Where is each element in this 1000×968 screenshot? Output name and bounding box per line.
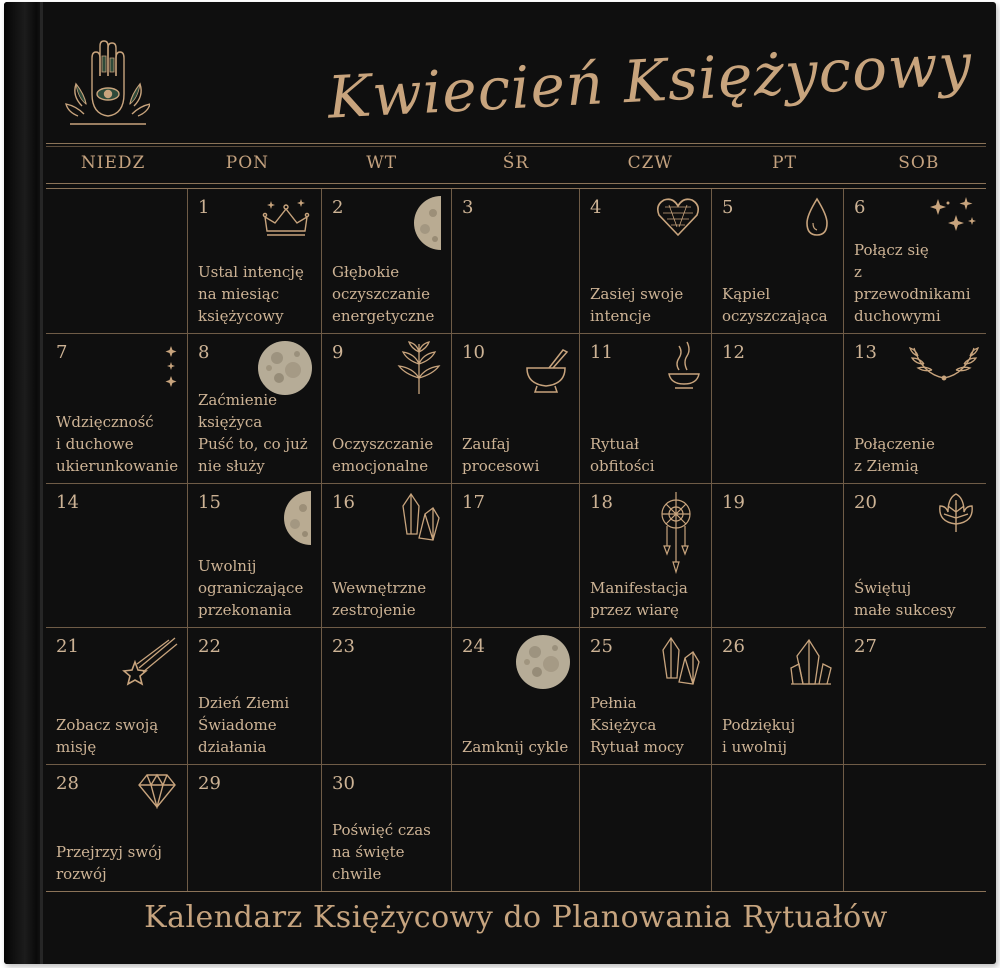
day-cell-10 (452, 334, 580, 484)
crystals-icon (399, 490, 441, 542)
day-ritual-text: Zasiej swoje intencje (590, 285, 684, 325)
half-moon-icon (281, 490, 311, 546)
day-ritual-text: Zamknij cykle (462, 738, 569, 756)
empty-day-cell (580, 765, 712, 891)
day-number: 2 (332, 197, 344, 218)
sparkles-icon (928, 195, 978, 235)
incense-bowl-icon (667, 340, 701, 390)
shooting-star-icon (119, 634, 179, 688)
day-cell-11 (580, 334, 712, 484)
day-ritual-text: Kąpiel oczyszczająca (722, 285, 828, 325)
day-number: 20 (854, 492, 877, 513)
empty-day-cell (46, 189, 188, 334)
day-cell-2 (322, 189, 452, 334)
day-cell-21 (46, 628, 188, 765)
header-top-rule-inner (46, 146, 986, 147)
calendar-grid (46, 188, 986, 892)
day-number: 16 (332, 492, 355, 513)
day-cell-22 (188, 628, 322, 765)
day-number: 26 (722, 636, 745, 657)
day-number: 17 (462, 492, 485, 513)
day-cell-12 (712, 334, 844, 484)
day-number: 11 (590, 342, 613, 363)
weekday-sun: NIEDZ (80, 153, 146, 173)
day-cell-7 (46, 334, 188, 484)
day-ritual-text: Świętuj małe sukcesy (854, 579, 956, 619)
day-number: 1 (198, 197, 210, 218)
weekday-header (46, 148, 986, 182)
day-ritual-text: Zaufaj procesowi (462, 435, 540, 475)
leaf-icon (936, 492, 976, 534)
day-ritual-text: Pełnia Księżyca Rytuał mocy (590, 694, 684, 756)
day-number: 29 (198, 773, 221, 794)
herb-branch-icon (397, 340, 441, 396)
day-ritual-text: Dzień Ziemi Świadome działania (198, 694, 290, 756)
day-number: 30 (332, 773, 355, 794)
diamond-icon (137, 773, 177, 809)
day-ritual-text: Rytuał obfitości (590, 435, 655, 475)
weekday-fri: PT (772, 153, 797, 173)
day-ritual-text: Oczyszczanie emocjonalne (332, 435, 434, 475)
day-number: 9 (332, 342, 344, 363)
day-cell-5 (712, 189, 844, 334)
day-cell-14 (46, 484, 188, 628)
day-cell-9 (322, 334, 452, 484)
calendar-title: Kwiecień Księżycowy (325, 30, 974, 132)
day-cell-25 (580, 628, 712, 765)
day-number: 19 (722, 492, 745, 513)
day-ritual-text: Przejrzyj swój rozwój (56, 843, 162, 883)
weekday-mon: PON (225, 153, 270, 173)
day-ritual-text: Podziękuj i uwolnij (722, 716, 796, 756)
day-ritual-text: Połącz się z przewodnikami duchowymi (854, 241, 971, 325)
footer-subtitle: Kalendarz Księżycowy do Planowania Rytuałów (144, 900, 888, 935)
day-cell-4 (580, 189, 712, 334)
day-number: 4 (590, 197, 602, 218)
header-top-rule (46, 143, 986, 144)
day-number: 10 (462, 342, 485, 363)
day-number: 28 (56, 773, 79, 794)
dreamcatcher-icon (659, 490, 693, 574)
mortar-pestle-icon (523, 348, 569, 394)
day-cell-20 (844, 484, 986, 628)
day-ritual-text: Zobacz swoją misję (56, 716, 159, 756)
day-ritual-text: Uwolnij ograniczające przekonania (198, 557, 304, 619)
day-number: 8 (198, 342, 210, 363)
day-cell-28 (46, 765, 188, 891)
day-cell-19 (712, 484, 844, 628)
day-number: 27 (854, 636, 877, 657)
day-cell-27 (844, 628, 986, 765)
day-number: 13 (854, 342, 877, 363)
crown-icon (261, 197, 311, 237)
weekday-wed: ŚR (502, 153, 530, 173)
day-number: 6 (854, 197, 866, 218)
day-ritual-text: Głębokie oczyszczanie energetyczne (332, 263, 435, 325)
day-cell-18 (580, 484, 712, 628)
weekday-sat: SOB (898, 153, 940, 173)
day-cell-1 (188, 189, 322, 334)
day-number: 12 (722, 342, 745, 363)
day-ritual-text: Zaćmienie księżyca Puść to, co już nie służy (198, 391, 308, 475)
crystals-icon (659, 634, 701, 686)
half-moon-icon (411, 195, 441, 251)
day-cell-24 (452, 628, 580, 765)
day-cell-30 (322, 765, 452, 891)
day-cell-15 (188, 484, 322, 628)
day-cell-3 (452, 189, 580, 334)
day-number: 24 (462, 636, 485, 657)
spine-edge (40, 2, 43, 964)
day-ritual-text: Ustal intencję na miesiąc księżycowy (198, 263, 304, 325)
full-moon-icon (257, 340, 313, 396)
day-ritual-text: Poświęć czas na święte chwile (332, 821, 431, 883)
book-spine (4, 2, 42, 964)
day-number: 21 (56, 636, 79, 657)
day-cell-17 (452, 484, 580, 628)
empty-day-cell (844, 765, 986, 891)
stars-icon (163, 344, 179, 392)
crystal-cluster-icon (789, 636, 833, 688)
day-number: 3 (462, 197, 474, 218)
day-cell-29 (188, 765, 322, 891)
day-cell-26 (712, 628, 844, 765)
heart-icon (655, 197, 701, 237)
day-cell-23 (322, 628, 452, 765)
day-ritual-text: Wewnętrzne zestrojenie (332, 579, 427, 619)
day-cell-13 (844, 334, 986, 484)
water-drop-icon (803, 197, 831, 237)
day-ritual-text: Wdzięczność i duchowe ukierunkowanie (56, 413, 179, 475)
day-number: 23 (332, 636, 355, 657)
day-cell-8 (188, 334, 322, 484)
laurel-wreath-icon (908, 340, 980, 382)
day-number: 5 (722, 197, 734, 218)
day-number: 18 (590, 492, 613, 513)
empty-day-cell (452, 765, 580, 891)
day-cell-16 (322, 484, 452, 628)
header-bottom-rule (46, 183, 986, 184)
day-number: 14 (56, 492, 79, 513)
weekday-thu: CZW (627, 153, 673, 173)
hamsa-hand-icon (62, 36, 150, 128)
day-number: 22 (198, 636, 221, 657)
full-moon-icon (515, 634, 571, 690)
weekday-tue: WT (366, 153, 398, 173)
day-ritual-text: Połączenie z Ziemią (854, 435, 935, 475)
day-number: 7 (56, 342, 68, 363)
day-number: 25 (590, 636, 613, 657)
day-number: 15 (198, 492, 221, 513)
calendar-cover (4, 2, 996, 964)
day-ritual-text: Manifestacja przez wiarę (590, 579, 688, 619)
empty-day-cell (712, 765, 844, 891)
day-cell-6 (844, 189, 986, 334)
